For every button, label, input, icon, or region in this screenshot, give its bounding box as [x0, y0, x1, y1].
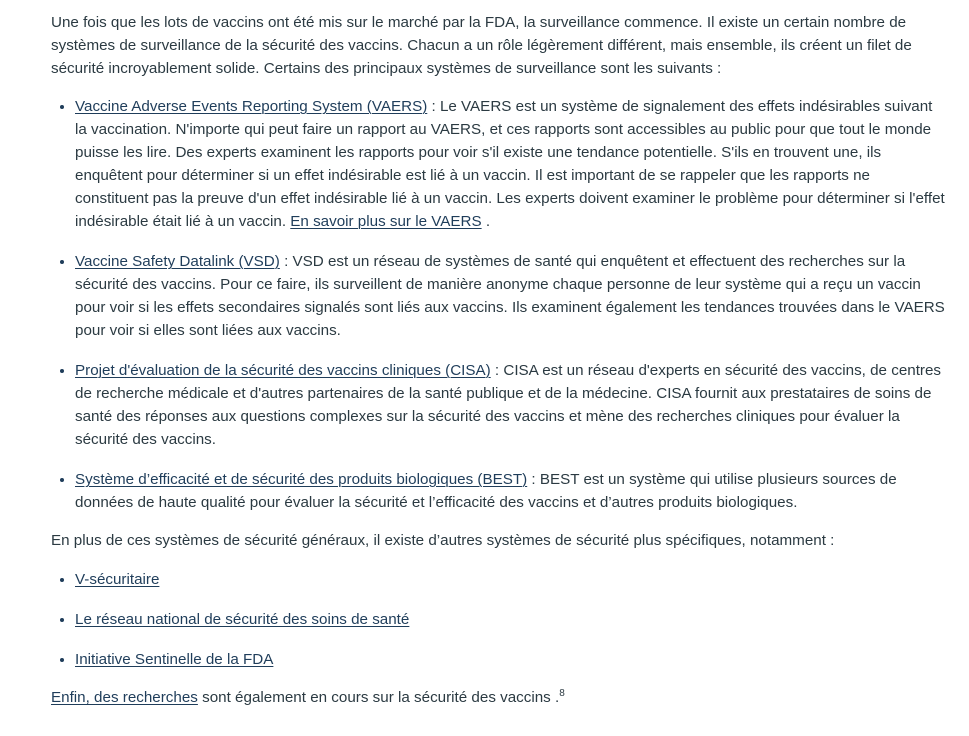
list-item-v-securitaire	[75, 568, 946, 591]
closing-paragraph	[51, 686, 946, 709]
list-item-cisa	[75, 359, 946, 451]
surveillance-systems-list	[51, 95, 946, 514]
vsd-description: : VSD est un réseau de systèmes de santé qui enquêtent et effectuent des recherches sur la sécurité des vaccins. Pour ce faire, ils surveillent de manière anonyme chaque personne de leur système qui a reçu un vaccin pour voir si les effets secondaires signalés sont liés aux vaccins. Ils examinent également les tendances trouvées dans le VAERS pour voir si elles sont liées aux vaccins.	[75, 253, 945, 339]
vaers-end: .	[481, 213, 491, 230]
vaers-link[interactable]: Vaccine Adverse Events Reporting System (VAERS)	[75, 98, 428, 115]
cisa-link[interactable]: Projet d'évaluation de la sécurité des vaccins cliniques (CISA)	[75, 362, 491, 379]
list-item-vaers	[75, 95, 946, 233]
vaers-more-link[interactable]: En savoir plus sur le VAERS	[290, 213, 482, 230]
list-item-reseau-national	[75, 608, 946, 631]
research-link[interactable]: Enfin, des recherches	[51, 689, 198, 706]
footnote-marker[interactable]: 8	[559, 687, 565, 699]
other-systems-list	[51, 568, 946, 671]
reseau-national-link[interactable]: Le réseau national de sécurité des soins de santé	[75, 611, 410, 628]
others-intro-paragraph: En plus de ces systèmes de sécurité généraux, il existe d’autres systèmes de sécurité plus spécifiques, notamment :	[51, 532, 835, 549]
closing-text: sont également en cours sur la sécurité des vaccins .	[197, 689, 560, 706]
intro-paragraph: Une fois que les lots de vaccins ont été mis sur le marché par la FDA, la surveillance commence. Il existe un certain nombre de systèmes de surveillance de la sécurité des vaccins. Chacun a un rôle légèrement différent, mais ensemble, ils créent un filet de sécurité incroyablement solide. Certains des principaux systèmes de surveillance sont les suivants :	[51, 14, 912, 77]
list-item-sentinelle	[75, 648, 946, 671]
list-item-best	[75, 468, 946, 514]
article-content	[51, 11, 946, 709]
best-link[interactable]: Système d’efficacité et de sécurité des produits biologiques (BEST)	[75, 471, 528, 488]
v-securitaire-link[interactable]: V-sécuritaire	[75, 571, 160, 588]
best-description: : BEST est un système qui utilise plusieurs sources de données de haute qualité pour évaluer la sécurité et l’efficacité des vaccins et d’autres produits biologiques.	[75, 471, 897, 511]
vaers-description: : Le VAERS est un système de signalement des effets indésirables suivant la vaccination. N'importe qui peut faire un rapport au VAERS, et ces rapports sont accessibles au public pour que tout le monde puisse les lire. Des experts examinent les rapports pour voir s'il existe une tendance potentielle. S'ils en trouvent une, ils enquêtent pour déterminer si un effet indésirable est lié à un vaccin. Il est important de se rappeler que les rapports ne constituent pas la preuve d'un effet indésirable lié à un vaccin. Les experts doivent examiner le problème pour déterminer si l'effet indésirable était lié à un vaccin.	[75, 98, 945, 230]
sentinelle-link[interactable]: Initiative Sentinelle de la FDA	[75, 651, 274, 668]
cisa-description: : CISA est un réseau d'experts en sécurité des vaccins, de centres de recherche médicale et d'autres partenaires de la santé publique et de la médecine. CISA fournit aux prestataires de soins de santé des réponses aux questions complexes sur la sécurité des vaccins et mène des recherches cliniques pour évaluer la sécurité des vaccins.	[75, 362, 942, 448]
vsd-link[interactable]: Vaccine Safety Datalink (VSD)	[75, 253, 280, 270]
list-item-vsd	[75, 250, 946, 342]
